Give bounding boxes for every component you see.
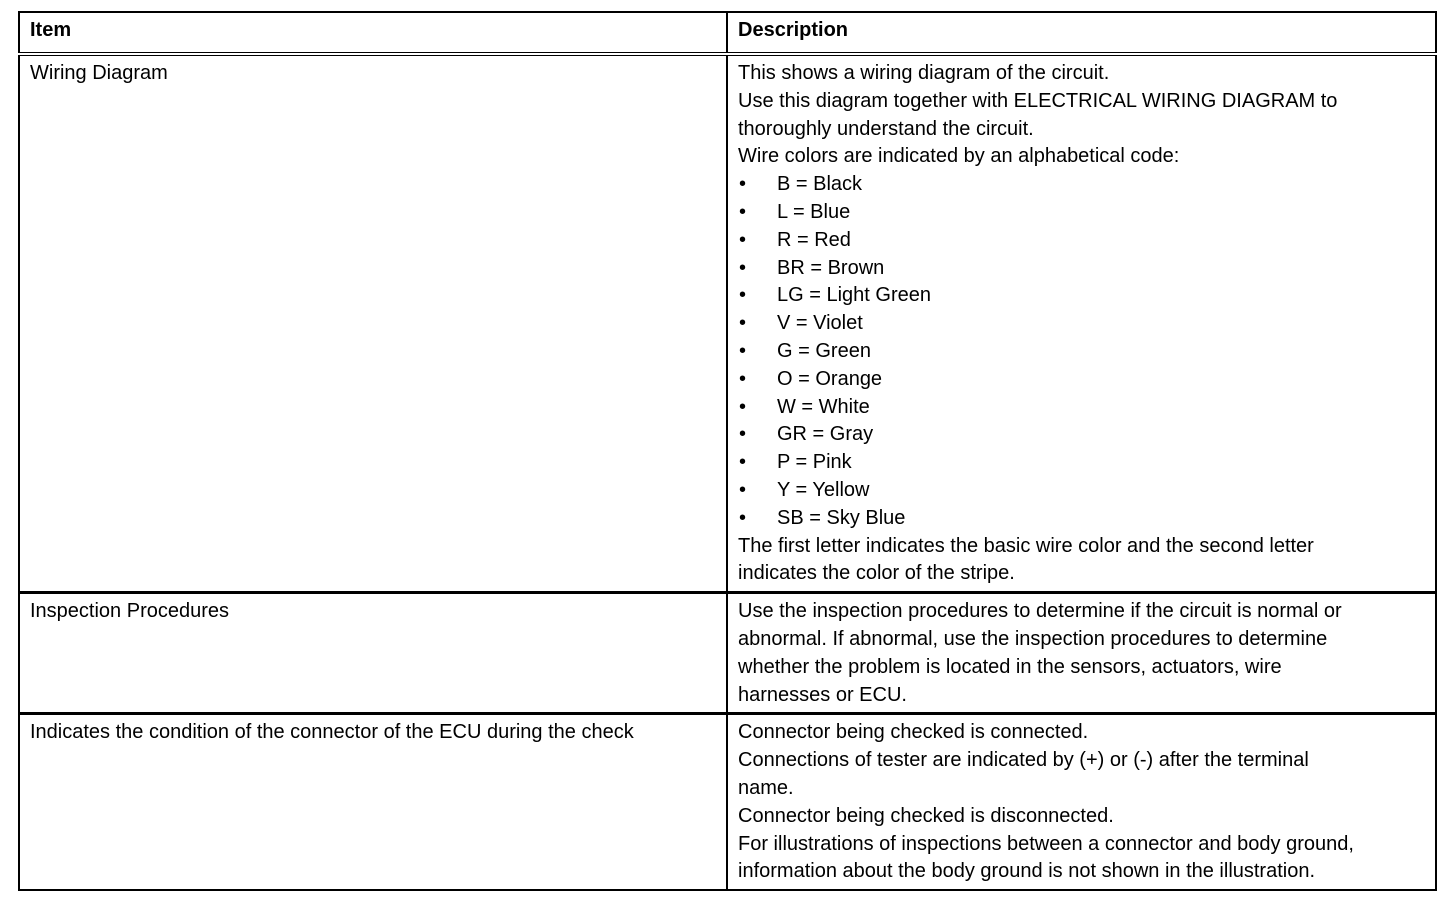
wire-color-text: W = White [777,395,870,418]
table-header-row [19,12,1436,54]
wire-color-item [738,282,1425,310]
description-line: Connections of tester are indicated by (+) or (-) after the terminal [738,749,1309,772]
bullet-icon: • [739,395,747,418]
description-line: Use this diagram together with ELECTRICAL WIRING DIAGRAM to [738,89,1338,112]
description-cell-connector-condition [727,714,1436,890]
wire-color-item [738,171,1425,199]
description-line: name. [738,776,794,799]
wire-color-item [738,227,1425,255]
bullet-icon: • [739,228,747,251]
item-cell-connector-condition: Indicates the condition of the connector of the ECU during the check [19,714,727,890]
wire-color-item [738,505,1425,533]
wire-color-item [738,255,1425,283]
description-line: indicates the color of the stripe. [738,562,1015,585]
wire-color-item [738,477,1425,505]
wire-color-item [738,310,1425,338]
wire-color-text: L = Blue [777,200,851,223]
header-item: Item [19,12,727,54]
bullet-icon: • [739,312,747,335]
bullet-icon: • [739,339,747,362]
description-line: Connector being checked is disconnected. [738,804,1114,827]
description-cell-inspection-procedures [727,593,1436,714]
description-line: Connector being checked is connected. [738,721,1089,744]
description-line: information about the body ground is not shown in the illustration. [738,860,1316,883]
wire-color-code-list [738,171,1425,532]
table-row [19,593,1436,714]
item-cell-wiring-diagram: Wiring Diagram [19,54,727,593]
table-row [19,714,1436,890]
bullet-icon: • [739,256,747,279]
wire-color-text: BR = Brown [777,256,885,279]
wiring-info-table [18,11,1437,891]
bullet-icon: • [739,284,747,307]
wire-color-item [738,199,1425,227]
description-line: The first letter indicates the basic wire color and the second letter [738,534,1314,557]
description-line: whether the problem is located in the sensors, actuators, wire [738,655,1282,678]
description-line: Use the inspection procedures to determine if the circuit is normal or [738,600,1342,623]
description-cell-wiring-diagram [727,54,1436,593]
bullet-icon: • [739,200,747,223]
bullet-icon: • [739,173,747,196]
description-line: For illustrations of inspections between a connector and body ground, [738,832,1354,855]
description-line: thoroughly understand the circuit. [738,117,1034,140]
bullet-icon: • [739,423,747,446]
description-line: Wire colors are indicated by an alphabetical code: [738,145,1180,168]
wire-color-text: Y = Yellow [777,478,870,501]
table-row [19,54,1436,593]
wire-color-text: G = Green [777,339,871,362]
wire-color-text: R = Red [777,228,851,251]
wire-color-text: P = Pink [777,451,852,474]
description-line: This shows a wiring diagram of the circuit. [738,62,1110,84]
wire-color-text: LG = Light Green [777,284,931,307]
wire-color-item [738,449,1425,477]
bullet-icon: • [739,506,747,529]
wire-color-text: B = Black [777,173,863,196]
description-line: harnesses or ECU. [738,683,907,706]
wire-color-item [738,394,1425,422]
wire-color-item [738,366,1425,394]
header-description: Description [727,12,1436,54]
bullet-icon: • [739,451,747,474]
wire-color-item [738,338,1425,366]
bullet-icon: • [739,367,747,390]
wire-color-text: GR = Gray [777,423,874,446]
wire-color-text: O = Orange [777,367,883,390]
item-cell-inspection-procedures: Inspection Procedures [19,593,727,714]
bullet-icon: • [739,478,747,501]
wire-color-text: SB = Sky Blue [777,506,906,529]
description-line: abnormal. If abnormal, use the inspection procedures to determine [738,627,1328,650]
wire-color-item [738,421,1425,449]
wire-color-text: V = Violet [777,312,863,335]
